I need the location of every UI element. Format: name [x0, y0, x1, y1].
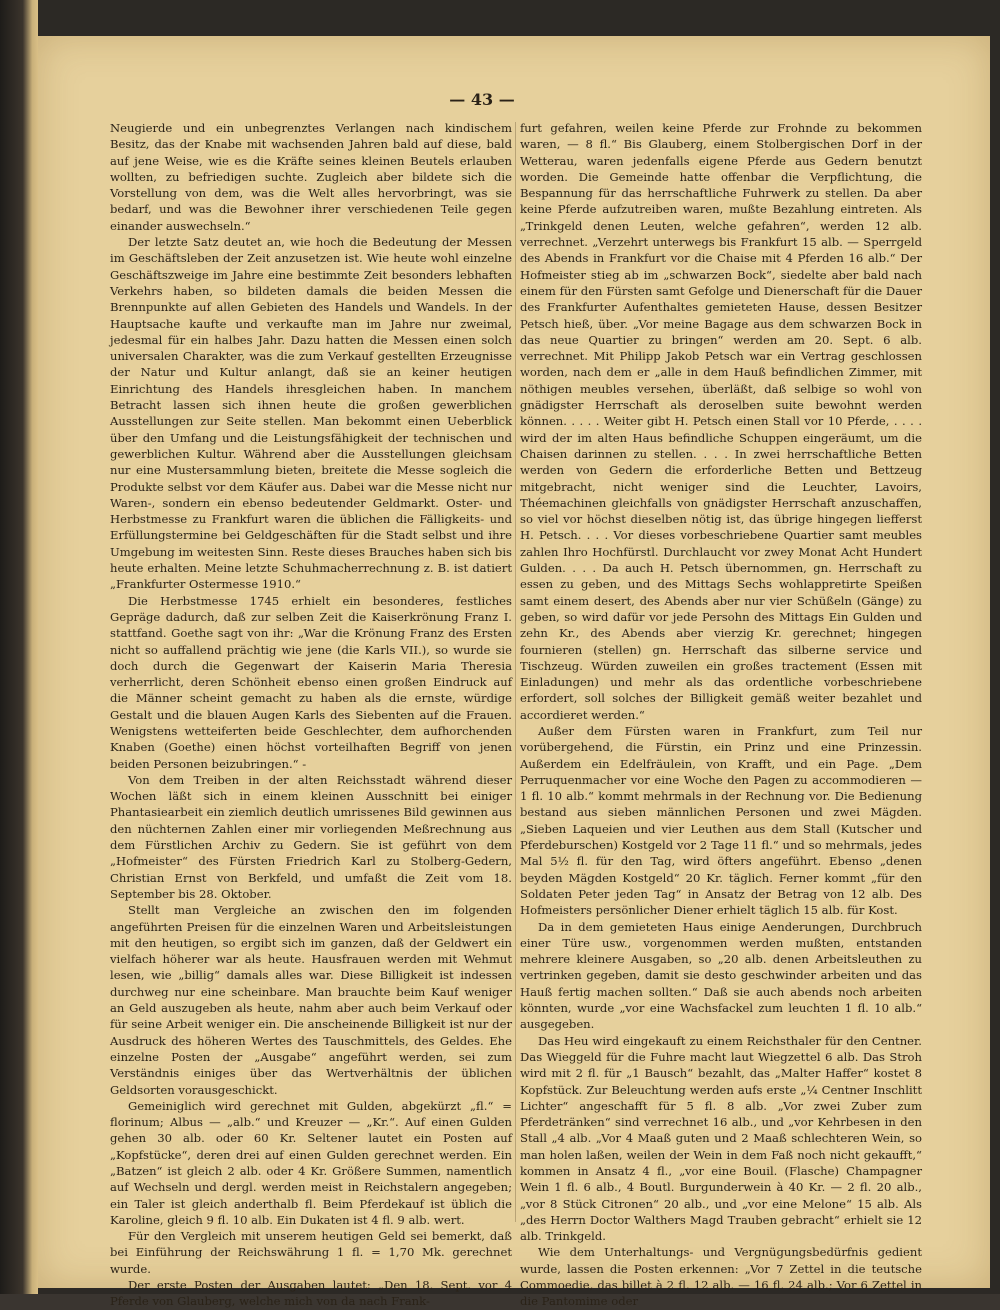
paragraph: Der letzte Satz deutet an, wie hoch die Bedeutung der Messen im Geschäftsleben der Zeit anzusetzen ist. Wie heute wohl einzelne Geschäftszweige im Jahre eine bestimmte Zeit besonders lebhaften Verkehrs haben, so bildeten damals die beiden Messen die Brennpunkte auf allen Gebieten des Handels und Wandels. In der Hauptsache kaufte und verkaufte man im Jahre nur zweimal, jedesmal für ein halbes Jahr. Dazu hatten die Messen einen solch universalen Charakter, was die zum Verkauf gestellten Erzeugnisse der Natur und Kultur anlangt, daß sie an keiner heutigen Einrichtung des Handels ihresgleichen haben. In manchem Betracht lassen sich ihnen heute die großen gewerblichen Ausstellungen zur Seite stellen. Man bekommt einen Ueberblick über den Umfang und die Leistungsfähigkeit der technischen und gewerblichen Kultur. Während aber die Ausstellungen gleichsam nur eine Mustersammlung bieten, breitete die Messe sogleich die Produkte selbst vor dem Käufer aus. Dabei war die Messe nicht nur Waren-, sondern ein ebenso bedeutender Geldmarkt. Oster- und Herbstmesse zu Frankfurt waren die üblichen die Fälligkeits- und Erfüllungstermine bei Geldgeschäften für die Stadt selbst und ihre Umgebung im weitesten Sinn. Reste dieses Brauches haben sich bis heute erhalten. Meine letzte Schuhmacherrechnung z. B. ist datiert „Frankfurter Ostermesse 1910.“	[110, 235, 512, 592]
column-divider	[515, 122, 516, 1222]
paragraph: Der erste Posten der Ausgaben lautet: „Den 18. Sept. vor 4 Pferde von Glauberg, welche mich von da nach Frank-	[110, 1278, 512, 1309]
paragraph: Von dem Treiben in der alten Reichsstadt während dieser Wochen läßt sich in einem kleinen Ausschnitt bei einiger Phantasiearbeit ein ziemlich deutlich umrissenes Bild gewinnen aus den nüchternen Zahlen einer mir vorliegenden Meßrechnung aus dem Fürstlichen Archiv zu Gedern. Sie ist geführt von dem „Hofmeister“ des Fürsten Friedrich Karl zu Stolberg-Gedern, Christian Ernst von Berkfeld, und umfaßt die Zeit vom 18. September bis 28. Oktober.	[110, 772, 512, 901]
paragraph: Wie dem Unterhaltungs- und Vergnügungsbedürfnis gedient wurde, lassen die Posten erkennen: „Vor 7 Zettel in die teutsche Commoedie, das billet à 2 fl. 12 alb. — 16 fl. 24 alb.; Vor 6 Zettel in die Pantomime oder	[520, 1245, 922, 1309]
paragraph: Da in dem gemieteten Haus einige Aenderungen, Durchbruch einer Türe usw., vorgenommen werden mußten, entstanden mehrere kleinere Ausgaben, so „20 alb. denen Arbeitsleuthen zu vertrinken gegeben, damit sie desto geschwinder arbeiten und das Hauß fertig machen sollten.“ Daß sie auch abends noch arbeiten könnten, wurde „vor eine Wachsfackel zum leuchten 1 fl. 10 alb.“ ausgegeben.	[520, 919, 922, 1032]
paragraph: Das Heu wird eingekauft zu einem Reichsthaler für den Centner. Das Wieggeld für die Fuhre macht laut Wiegzettel 6 alb. Das Stroh wird mit 2 fl. für „1 Bausch“ bezahlt, das „Malter Haffer“ kostet 8 Kopfstück. Zur Beleuchtung werden aufs erste „¼ Centner Inschlitt Lichter“ angeschafft für 5 fl. 8 alb. „Vor zwei Zuber zum Pferdetränken“ sind verrechnet 16 alb., und „vor Kehrbesen in den Stall „4 alb. „Vor 4 Maaß guten und 2 Maaß schlechteren Wein, so man holen laßen, weilen der Wein in dem Faß noch nicht gekaufft,“ kommen in Ansatz 4 fl., „vor eine Bouil. (Flasche) Champagner Wein 1 fl. 6 alb., 4 Boutl. Burgunderwein à 40 Kr. — 2 fl. 20 alb., „vor 8 Stück Citronen“ 20 alb., und „vor eine Melone“ 15 alb. Als „des Herrn Doctor Walthers Magd Trauben gebracht“ erhielt sie 12 alb. Trinkgeld.	[520, 1033, 922, 1244]
page-number: — 43 —	[449, 90, 515, 109]
book-binding-edge	[0, 0, 38, 1294]
left-text-column	[110, 120, 512, 1310]
paragraph: Für den Vergleich mit unserem heutigen Geld sei bemerkt, daß bei Einführung der Reichswährung 1 fl. = 1,70 Mk. gerechnet wurde.	[110, 1229, 512, 1276]
paragraph: Stellt man Vergleiche an zwischen den im folgenden angeführten Preisen für die einzelnen Waren und Arbeitsleistungen mit den heutigen, so ergibt sich im ganzen, daß der Geldwert ein vielfach höherer war als heute. Hausfrauen werden mit Wehmut lesen, wie „billig“ damals alles war. Diese Billigkeit ist indessen durchweg nur eine scheinbare. Man brauchte beim Kauf weniger an Geld auszugeben als heute, nahm aber auch beim Verkauf oder für seine Arbeit weniger ein. Die anscheinende Billigkeit ist nur der Ausdruck des höheren Wertes des Tauschmittels, des Geldes. Ehe einzelne Posten der „Ausgabe“ angeführt werden, sei zum Verständnis einiges über das Wertverhältnis der üblichen Geldsorten vorausgeschickt.	[110, 903, 512, 1097]
paragraph: Die Herbstmesse 1745 erhielt ein besonderes, festliches Gepräge dadurch, daß zur selben Zeit die Kaiserkrönung Franz I. stattfand. Goethe sagt von ihr: „War die Krönung Franz des Ersten nicht so auffallend prächtig wie jene (die Karls VII.), so wurde sie doch durch die Gegenwart der Kaiserin Maria Theresia verherrlicht, deren Schönheit ebenso einen großen Eindruck auf die Männer scheint gemacht zu haben als die ernste, würdige Gestalt und die blauen Augen Karls des Siebenten auf die Frauen. Wenigstens wetteiferten beide Geschlechter, dem aufhorchenden Knaben (Goethe) einen höchst vorteilhaften Begriff von jenen beiden Personen beizubringen.“ -	[110, 593, 512, 771]
paragraph: Neugierde und ein unbegrenztes Verlangen nach kindischem Besitz, das der Knabe mit wachsenden Jahren bald auf diese, bald auf jene Weise, wie es die Kräfte seines kleinen Beutels erlauben wollten, zu befriedigen suchte. Zugleich aber bildete sich die Vorstellung von dem, was die Welt alles hervorbringt, was sie bedarf, und was die Bewohner ihrer verschiedenen Teile gegen einander auswechseln.“	[110, 121, 512, 233]
paragraph: Gemeiniglich wird gerechnet mit Gulden, abgekürzt „fl.“ = florinum; Albus — „alb.“ und Kreuzer — „Kr.“. Auf einen Gulden gehen 30 alb. oder 60 Kr. Seltener lautet ein Posten auf „Kopfstücke“, deren drei auf einen Gulden gerechnet werden. Ein „Batzen“ ist gleich 2 alb. oder 4 Kr. Größere Summen, namentlich auf Wechseln und dergl. werden meist in Reichstalern angegeben; ein Taler ist gleich anderthalb fl. Beim Pferdekauf ist üblich die Karoline, gleich 9 fl. 10 alb. Ein Dukaten ist 4 fl. 9 alb. wert.	[110, 1098, 512, 1227]
right-text-column	[520, 120, 922, 1310]
paragraph: furt gefahren, weilen keine Pferde zur Frohnde zu bekommen waren, — 8 fl.“ Bis Glauberg, einem Stolbergischen Dorf in der Wetterau, waren jedenfalls eigene Pferde aus Gedern benutzt worden. Die Gemeinde hatte offenbar die Verpflichtung, die Bespannung für das herrschaftliche Fuhrwerk zu stellen. Da aber keine Pferde aufzutreiben waren, mußte Bezahlung eintreten. Als „Trinkgeld denen Leuten, welche gefahren“, werden 12 alb. verrechnet. „Verzehrt unterwegs bis Frankfurt 15 alb. — Sperrgeld des Abends in Frankfurt vor die Chaise mit 4 Pferden 16 alb.“ Der Hofmeister stieg ab im „schwarzen Bock“, siedelte aber bald nach einem für den Fürsten samt Gefolge und Dienerschaft für die Dauer des Frankfurter Aufenthaltes gemieteten Hause, dessen Besitzer Petsch hieß, über. „Vor meine Bagage aus dem schwarzen Bock in das neue Quartier zu bringen“ werden am 20. Sept. 6 alb. verrechnet. Mit Philipp Jakob Petsch war ein Vertrag geschlossen worden, nach dem er „alle in dem Hauß befindlichen Zimmer, mit nöthigen meubles versehen, überläßt, daß selbige so wohl von gnädigster Herrschaft als deroselben suite bewohnt werden können. . . . . Weiter gibt H. Petsch einen Stall vor 10 Pferde, . . . . wird der im alten Haus befindliche Schuppen eingeräumt, um die Chaisen darinnen zu stellen. . . . In zwei herrschaftliche Betten werden von Gedern die erforderliche Betten und Bettzeug mitgebracht, nicht weniger sind die Leuchter, Lavoirs, Théemachinen gleichfalls von gnädigster Herrschaft anzuschaffen, so viel vor höchst dieselben nötig ist, das übrige hingegen liefferst H. Petsch. . . . Vor dieses vorbeschriebene Quartier samt meubles zahlen Ihro Hochfürstl. Durchlaucht vor zwey Monat Acht Hundert Gulden. . . . Da auch H. Petsch übernommen, gn. Herrschaft zu essen zu geben, und des Mittags Sechs wohlappretirte Speißen samt einem desert, des Abends aber nur vier Schüßeln (Gänge) zu geben, so wird dafür vor jede Persohn des Mittags Ein Gulden und zehn Kr., des Abends aber vierzig Kr. gerechnet; hingegen fournieren (stellen) gn. Herrschaft das silberne service und Tischzeug. Würden zuweilen ein großes tractement (Essen mit Einladungen) und mehr als das ordentliche vorbeschriebene erfordert, soll solches der Billigkeit gemäß weiter bezahlet und accordieret werden.“	[520, 121, 922, 722]
paragraph: Außer dem Fürsten waren in Frankfurt, zum Teil nur vorübergehend, die Fürstin, ein Prinz und eine Prinzessin. Außerdem ein Edelfräulein, von Krafft, und ein Page. „Dem Perruquenmacher vor eine Woche den Pagen zu accommodieren — 1 fl. 10 alb.“ kommt mehrmals in der Rechnung vor. Die Bedienung bestand aus sieben männlichen Personen und zwei Mägden. „Sieben Laqueien und vier Leuthen aus dem Stall (Kutscher und Pferdeburschen) Kostgeld vor 2 Tage 11 fl.“ und so mehrmals, jedes Mal 5½ fl. für den Tag, wird öfters angeführt. Ebenso „denen beyden Mägden Kostgeld“ 20 Kr. täglich. Ferner kommt „für den Soldaten Peter jeden Tag“ in Ansatz der Betrag von 12 alb. Des Hofmeisters persönlicher Diener erhielt täglich 15 alb. für Kost.	[520, 723, 922, 918]
